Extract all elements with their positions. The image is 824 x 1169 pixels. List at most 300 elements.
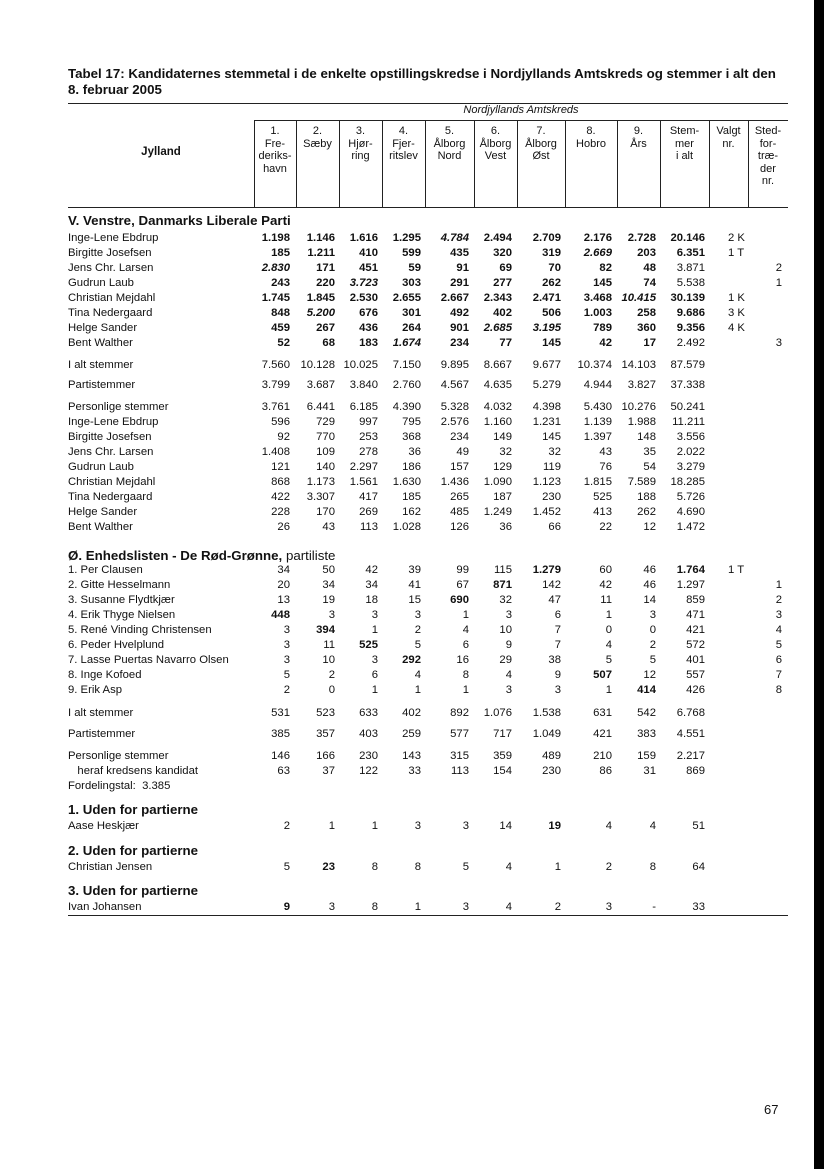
column-header-line: havn — [263, 162, 287, 175]
table-cell: 47 — [548, 594, 561, 606]
table-row — [68, 306, 788, 321]
row-label: heraf kredsens kandidat — [68, 765, 198, 777]
table-cell: 157 — [450, 461, 469, 473]
column-header-line: Sæby — [303, 137, 332, 150]
table-cell: 8 — [371, 861, 378, 873]
amtskreds-rule — [254, 120, 788, 121]
region-heading: Jylland — [141, 146, 181, 158]
page-number: 67 — [764, 1102, 779, 1117]
table-cell: 7.589 — [627, 476, 656, 488]
table-cell: 262 — [542, 277, 561, 289]
table-cell: 3.723 — [349, 277, 378, 289]
row-label: Partistemmer — [68, 379, 136, 391]
table-cell: 10.374 — [577, 359, 612, 371]
table-row — [68, 668, 788, 683]
table-cell: 4.551 — [676, 728, 705, 740]
table-cell: 1.123 — [532, 476, 561, 488]
column-header — [748, 125, 788, 188]
table-cell: 36 — [408, 446, 421, 458]
column-header — [709, 125, 748, 150]
table-cell: 1.249 — [483, 506, 512, 518]
table-cell: 1.674 — [392, 337, 421, 349]
table-cell: 52 — [277, 337, 290, 349]
table-cell: 3 — [414, 820, 421, 832]
table-cell: 42 — [365, 564, 378, 576]
table-cell: 5.279 — [532, 379, 561, 391]
row-label: I alt stemmer — [68, 707, 134, 719]
column-header-line: 1. — [270, 125, 280, 137]
table-cell: 729 — [316, 416, 335, 428]
column-header-line: Ålborg — [479, 137, 512, 150]
table-cell: 320 — [493, 247, 512, 259]
table-cell: 234 — [450, 431, 469, 443]
table-cell: 1.198 — [261, 232, 290, 244]
table-cell: 1.988 — [627, 416, 656, 428]
table-row — [68, 608, 788, 623]
table-cell: 2.530 — [349, 292, 378, 304]
table-cell: 2 — [283, 684, 290, 696]
table-cell: 9.895 — [440, 359, 469, 371]
table-cell: - — [652, 901, 656, 913]
row-label: Birgitte Josefsen — [68, 247, 152, 259]
table-cell: 417 — [359, 491, 378, 503]
table-cell: 3 — [505, 684, 512, 696]
table-cell: 185 — [271, 247, 290, 259]
stedfortraeder-cell: 5 — [775, 639, 782, 651]
table-cell: 859 — [686, 594, 705, 606]
row-label: Helge Sander — [68, 506, 138, 518]
table-cell: 6.351 — [676, 247, 705, 259]
table-cell: 34 — [365, 579, 378, 591]
table-cell: 869 — [686, 765, 705, 777]
table-cell: 3 — [462, 901, 469, 913]
section-heading — [68, 548, 335, 564]
table-cell: 1 — [462, 609, 469, 621]
table-cell: 35 — [643, 446, 656, 458]
table-cell: 171 — [316, 262, 335, 274]
table-cell: 0 — [328, 684, 335, 696]
table-row — [68, 900, 788, 915]
table-cell: 596 — [271, 416, 290, 428]
table-cell: 3 — [649, 609, 656, 621]
table-row — [68, 563, 788, 578]
table-cell: 2 — [414, 624, 421, 636]
table-row — [68, 520, 788, 535]
table-cell: 531 — [271, 707, 290, 719]
table-cell: 42 — [599, 579, 612, 591]
row-label: Bent Walther — [68, 337, 133, 349]
table-cell: 188 — [637, 491, 656, 503]
table-cell: 489 — [542, 750, 561, 762]
table-cell: 1.408 — [261, 446, 290, 458]
table-cell: 368 — [402, 431, 421, 443]
table-cell: 1.146 — [306, 232, 335, 244]
table-cell: 770 — [316, 431, 335, 443]
table-cell: 30.139 — [670, 292, 705, 304]
table-cell: 92 — [277, 431, 290, 443]
row-label: Gudrun Laub — [68, 277, 134, 289]
table-cell: 145 — [593, 277, 612, 289]
table-cell: 871 — [493, 579, 512, 591]
table-cell: 6 — [371, 669, 378, 681]
table-cell: 3.468 — [583, 292, 612, 304]
table-cell: 32 — [499, 446, 512, 458]
table-title: Tabel 17: Kandidaternes stemmetal i de enkelte opstillingskredse i Nordjyllands Amtskreds og stemmer i alt den 8. februar 2005 — [68, 66, 776, 97]
row-label: Jens Chr. Larsen — [68, 446, 154, 458]
table-cell: 2.669 — [583, 247, 612, 259]
table-row — [68, 706, 788, 721]
row-label: 2. Gitte Hesselmann — [68, 579, 171, 591]
column-header — [296, 125, 339, 150]
table-row — [68, 638, 788, 653]
table-cell: 1.616 — [349, 232, 378, 244]
valgt-cell: 1 K — [728, 292, 745, 304]
column-header-line: nr. — [761, 175, 775, 188]
table-cell: 357 — [316, 728, 335, 740]
table-cell: 525 — [359, 639, 378, 651]
table-cell: 15 — [408, 594, 421, 606]
table-cell: 789 — [593, 322, 612, 334]
table-cell: 12 — [643, 669, 656, 681]
table-cell: 10.128 — [300, 359, 335, 371]
table-cell: 795 — [402, 416, 421, 428]
table-cell: 2.297 — [349, 461, 378, 473]
table-cell: 633 — [359, 707, 378, 719]
table-cell: 142 — [542, 579, 561, 591]
table-cell: 402 — [493, 307, 512, 319]
table-cell: 4.635 — [483, 379, 512, 391]
table-cell: 2 — [328, 669, 335, 681]
row-label: Tina Nedergaard — [68, 307, 153, 319]
table-cell: 3 — [371, 654, 378, 666]
table-bottom-rule — [68, 915, 788, 916]
table-cell: 1 — [328, 820, 335, 832]
table-row — [68, 860, 788, 875]
row-label: Tina Nedergaard — [68, 491, 153, 503]
table-cell: 599 — [402, 247, 421, 259]
row-label: 6. Peder Hvelplund — [68, 639, 165, 651]
table-cell: 1.845 — [306, 292, 335, 304]
table-cell: 421 — [686, 624, 705, 636]
table-cell: 4 — [414, 669, 421, 681]
row-label: Gudrun Laub — [68, 461, 134, 473]
section-title: V. Venstre, Danmarks Liberale Parti — [68, 213, 291, 228]
table-cell: 3.556 — [676, 431, 705, 443]
table-cell: 185 — [402, 491, 421, 503]
table-cell: 4 — [462, 624, 469, 636]
table-cell: 2.760 — [392, 379, 421, 391]
header-bottom-rule — [68, 207, 788, 208]
column-header-line: Hjør- — [348, 137, 373, 150]
table-cell: 259 — [402, 728, 421, 740]
table-cell: 1.160 — [483, 416, 512, 428]
table-cell: 48 — [643, 262, 656, 274]
table-row — [68, 336, 788, 351]
table-cell: 1 — [462, 684, 469, 696]
scan-edge — [814, 0, 824, 1169]
table-cell: 3 — [328, 901, 335, 913]
table-row — [68, 261, 788, 276]
table-row — [68, 400, 788, 415]
table-cell: 1.049 — [532, 728, 561, 740]
table-cell: 292 — [402, 654, 421, 666]
table-cell: 435 — [450, 247, 469, 259]
table-cell: 10 — [499, 624, 512, 636]
column-header-line: Stem- — [669, 125, 700, 137]
section-title: 2. Uden for partierne — [68, 843, 199, 858]
table-cell: 38 — [548, 654, 561, 666]
row-label: Inge-Lene Ebdrup — [68, 416, 159, 428]
table-cell: 401 — [686, 654, 705, 666]
column-header — [425, 125, 474, 163]
table-cell: 32 — [499, 594, 512, 606]
valgt-cell: 2 K — [728, 232, 745, 244]
table-row — [68, 749, 788, 764]
table-cell: 186 — [402, 461, 421, 473]
table-cell: 319 — [542, 247, 561, 259]
table-cell: 1 — [371, 624, 378, 636]
table-cell: 220 — [316, 277, 335, 289]
table-cell: 36 — [499, 521, 512, 533]
table-cell: 3.840 — [349, 379, 378, 391]
table-cell: 2.709 — [532, 232, 561, 244]
table-cell: 414 — [637, 684, 656, 696]
table-cell: 557 — [686, 669, 705, 681]
table-cell: 868 — [271, 476, 290, 488]
table-cell: 301 — [402, 307, 421, 319]
column-header — [617, 125, 660, 150]
table-cell: 676 — [359, 307, 378, 319]
table-cell: 8.667 — [483, 359, 512, 371]
table-cell: 32 — [548, 446, 561, 458]
table-cell: 3 — [371, 609, 378, 621]
column-header-line: for- — [759, 137, 777, 150]
table-cell: 269 — [359, 506, 378, 518]
table-cell: 29 — [499, 654, 512, 666]
table-cell: 91 — [456, 262, 469, 274]
row-label: Jens Chr. Larsen — [68, 262, 154, 274]
table-cell: 3.279 — [676, 461, 705, 473]
table-cell: 3.799 — [261, 379, 290, 391]
column-header-line: 4. — [398, 125, 409, 137]
table-row — [68, 415, 788, 430]
table-row — [68, 231, 788, 246]
table-cell: 572 — [686, 639, 705, 651]
table-cell: 492 — [450, 307, 469, 319]
table-cell: 4 — [505, 901, 512, 913]
table-cell: 2.343 — [483, 292, 512, 304]
stedfortraeder-cell: 4 — [775, 624, 782, 636]
table-cell: 1.090 — [483, 476, 512, 488]
section-heading — [68, 213, 291, 229]
row-label: Fordelingstal: 3.385 — [68, 780, 171, 792]
table-cell: 901 — [450, 322, 469, 334]
table-cell: 267 — [316, 322, 335, 334]
row-label: Christian Mejdahl — [68, 476, 156, 488]
table-cell: 631 — [593, 707, 612, 719]
row-label: Birgitte Josefsen — [68, 431, 152, 443]
table-cell: 451 — [359, 262, 378, 274]
stedfortraeder-cell: 1 — [775, 579, 782, 591]
table-cell: 26 — [277, 521, 290, 533]
valgt-cell: 4 K — [728, 322, 745, 334]
table-cell: 5 — [649, 654, 656, 666]
table-cell: 485 — [450, 506, 469, 518]
row-label: Christian Jensen — [68, 861, 153, 873]
table-cell: 14.103 — [621, 359, 656, 371]
table-cell: 413 — [593, 506, 612, 518]
table-cell: 394 — [316, 624, 335, 636]
table-cell: 3 — [462, 820, 469, 832]
table-cell: 359 — [493, 750, 512, 762]
valgt-cell: 3 K — [728, 307, 745, 319]
table-cell: 4 — [505, 861, 512, 873]
column-header — [339, 125, 382, 163]
table-cell: 50 — [322, 564, 335, 576]
table-cell: 183 — [359, 337, 378, 349]
table-cell: 67 — [456, 579, 469, 591]
table-cell: 506 — [542, 307, 561, 319]
column-header-line: 3. — [355, 125, 366, 137]
table-cell: 1.211 — [307, 247, 335, 259]
table-cell: 277 — [493, 277, 512, 289]
table-cell: 1 — [371, 820, 378, 832]
table-cell: 1.076 — [483, 707, 512, 719]
row-label: I alt stemmer — [68, 359, 134, 371]
table-cell: 86 — [599, 765, 612, 777]
column-header-line: i alt — [675, 150, 694, 163]
table-cell: 2.494 — [483, 232, 512, 244]
table-cell: 1.561 — [349, 476, 378, 488]
row-label: Bent Walther — [68, 521, 133, 533]
stedfortraeder-cell: 8 — [775, 684, 782, 696]
table-row — [68, 623, 788, 638]
table-cell: 291 — [450, 277, 469, 289]
column-header-line: Valgt — [716, 125, 741, 137]
table-cell: 2.176 — [583, 232, 612, 244]
table-cell: 717 — [493, 728, 512, 740]
table-cell: 230 — [542, 765, 561, 777]
table-cell: 10.415 — [621, 292, 656, 304]
table-cell: 253 — [359, 431, 378, 443]
table-cell: 4.390 — [392, 401, 421, 413]
table-cell: 19 — [548, 820, 561, 832]
column-header-line: deriks- — [258, 150, 292, 163]
column-header-line: 7. — [536, 125, 546, 137]
table-cell: 22 — [599, 521, 612, 533]
table-cell: 113 — [359, 521, 378, 533]
table-cell: 6.768 — [676, 707, 705, 719]
table-cell: 5 — [414, 639, 421, 651]
table-cell: 2.022 — [676, 446, 705, 458]
table-cell: 7.560 — [261, 359, 290, 371]
row-label: 8. Inge Kofoed — [68, 669, 142, 681]
column-header-line: 6. — [490, 125, 501, 137]
table-cell: 145 — [542, 337, 561, 349]
table-cell: 10.276 — [621, 401, 656, 413]
section-heading — [68, 843, 198, 859]
table-cell: 46 — [643, 579, 656, 591]
table-cell: 690 — [450, 594, 469, 606]
table-cell: 77 — [499, 337, 512, 349]
table-cell: 1.279 — [532, 564, 561, 576]
table-cell: 426 — [686, 684, 705, 696]
table-row — [68, 321, 788, 336]
table-cell: 49 — [456, 446, 469, 458]
table-cell: 3 — [283, 624, 290, 636]
table-row — [68, 505, 788, 520]
table-cell: 234 — [450, 337, 469, 349]
table-row — [68, 683, 788, 698]
table-row — [68, 578, 788, 593]
table-cell: 525 — [593, 491, 612, 503]
table-cell: 74 — [643, 277, 656, 289]
table-row — [68, 246, 788, 261]
column-header-line: mer — [675, 137, 694, 150]
table-cell: 14 — [643, 594, 656, 606]
table-row — [68, 819, 788, 834]
table-cell: 258 — [637, 307, 656, 319]
table-cell: 76 — [599, 461, 612, 473]
table-cell: 113 — [450, 765, 469, 777]
row-label: Personlige stemmer — [68, 401, 169, 413]
table-cell: 228 — [271, 506, 290, 518]
table-cell: 1.028 — [392, 521, 421, 533]
column-header — [474, 125, 517, 163]
table-cell: 3 — [414, 609, 421, 621]
column-header-line: 8. — [586, 125, 596, 137]
column-header-line: nr. — [722, 137, 735, 150]
table-cell: 64 — [692, 861, 705, 873]
table-cell: 8 — [371, 901, 378, 913]
table-cell: 4 — [605, 820, 612, 832]
column-header — [254, 125, 296, 175]
table-cell: 37 — [322, 765, 335, 777]
table-cell: 69 — [499, 262, 512, 274]
table-cell: 187 — [493, 491, 512, 503]
table-cell: 2.217 — [676, 750, 705, 762]
table-cell: 7 — [554, 639, 561, 651]
column-header-line: 2. — [312, 125, 323, 137]
table-cell: 5.538 — [676, 277, 705, 289]
row-label: 9. Erik Asp — [68, 684, 122, 696]
table-cell: 8 — [649, 861, 656, 873]
table-cell: 421 — [593, 728, 612, 740]
table-cell: 18 — [365, 594, 378, 606]
row-label: 1. Per Clausen — [68, 564, 143, 576]
column-header-line: ritslev — [389, 150, 418, 163]
table-cell: 39 — [408, 564, 421, 576]
table-cell: 3.761 — [261, 401, 290, 413]
table-cell: 3 — [554, 684, 561, 696]
table-cell: 385 — [271, 728, 290, 740]
table-cell: 51 — [692, 820, 705, 832]
table-cell: 2.655 — [392, 292, 421, 304]
table-cell: 11 — [323, 639, 335, 651]
table-cell: 2.728 — [627, 232, 656, 244]
table-cell: 997 — [359, 416, 378, 428]
table-cell: 1 — [414, 684, 421, 696]
table-cell: 422 — [271, 491, 290, 503]
table-cell: 2 — [605, 861, 612, 873]
row-label: 5. René Vinding Christensen — [68, 624, 212, 636]
table-cell: 507 — [593, 669, 612, 681]
row-label: Inge-Lene Ebdrup — [68, 232, 159, 244]
table-row — [68, 378, 788, 393]
table-cell: 11 — [600, 594, 612, 606]
table-row — [68, 779, 788, 794]
table-cell: 1 — [605, 684, 612, 696]
